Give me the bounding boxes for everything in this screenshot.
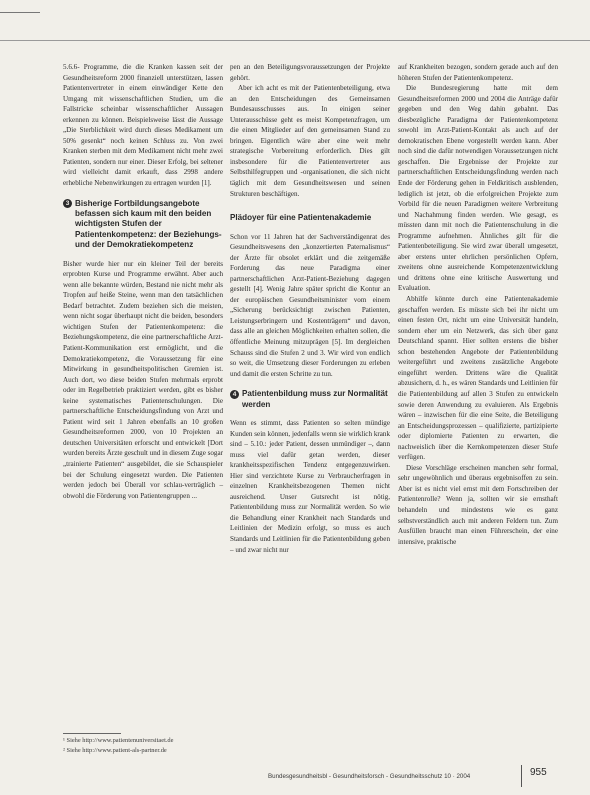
paragraph: Diese Vorschläge erscheinen manchen sehr formal, sehr ungewöhnlich und überaus ergebnisoffen zu sein. Aber ist es nicht viel ernst mit dem Fortschreiben der Patientenrolle? Wenn ja, sollten wir sie ernsthaft behandeln und mindestens wie es ganz selbstverständlich auch mit anderen Feldern tun. Zum Ausfüllen braucht man einen Führerschein, der eine intensive, praktische (398, 463, 558, 546)
footnotes (63, 733, 223, 756)
paragraph: Die Bundesregierung hatte mit dem Gesundheitsreformen 2000 und 2004 die Anträge dafür gegeben und den Weg dahin gebahnt. Das diesbezügliche Paradigma der Patientenkompetenz sowohl im Arzt-Patient-Kontakt als auch auf der demokratischen Ebene vorgestellt werden kann. Aber noch sind die dafür notwendigen Voraussetzungen nicht geschaffen. Die Ergebnisse der Projekte zur partnerschaftlichen Entscheidungsfindung werden nach Ende der Förderung gehen in Feldkritisch ausblenden, lediglich ist jetzt, ob die erfolgreichen Projekte zum Vorbild für die neuen Paradigmen weitere Verbreitung und Nachahmung finden werden. Wie gesagt, es müssten dann mit noch die Patientenschulung in die Programme aufnehmen. Ähnliches gilt für die Patientenbeteiligung. Sie wird zwar überall umgesetzt, aber erstens unter ehrlichen persönlichen Opfern, zweitens ohne ausreichende Kompetenzentwicklung und drittens ohne eine kritische Auswertung und Evaluation. (398, 84, 558, 293)
paragraph: 5.6.6- Programme, die die Kranken kassen seit der Gesundheitsreform 2000 finanziell unterstützen, lassen Patientenvertreter in einem einwändiger Kette den Umgang mit wissenschaftlichen Studien, um die Fallstricke scheinbar wissenschaftlicher Aussagen erkennen zu können. Beispielsweise lässt die Aussage „Die Sterblichkeit wird durch dieses Medikament um 50% gesenkt“ noch keinen Schluss zu. Von zwei Kranken sterben mit dem Medikament nicht mehr zwei Patienten, sondern nur einer. Dieser Erfolg, bei seltener wird vielleicht damit erkauft, dass 2998 andere erhebliche Nebenwirkungen zu ertragen wurden [1]. (63, 63, 223, 188)
paragraph: pen an den Beteiligungsvoraussetzungen der Projekte gehört. (230, 63, 390, 82)
page-number: 955 (530, 767, 547, 778)
paragraph: auf Krankheiten bezogen, sondern gerade auch auf den höheren Stufen der Patientenkompetenz. (398, 63, 558, 82)
section-heading-plaedoyer (230, 213, 390, 223)
journal-footer: Bundesgesundheitsbl - Gesundheitsforsch - Gesundheitsschutz 10 · 2004 (268, 773, 471, 780)
footnote-divider (63, 733, 121, 734)
section-heading-text: Patientenbildung muss zur Normalität werden (242, 389, 388, 409)
top-corner-rule (0, 12, 40, 13)
paragraph: Aber ich acht es mit der Patientenbeteiligung, etwa an den Entscheidungen des Gemeinsamen Bundesausschusses aus. In einigen seiner Unterausschüsse geht es meist Kompetenzfragen, um die einen Mitglieder auf den gemeinsamen Stand zu bringen. Eigentlich wäre aber eine weit mehr strategische Vorbereitung erforderlich. Dies gilt insbesondere für die Patientenvertreter aus Selbsthilfegruppen und -organisationen, die sich nicht täglich mit dem Gesundheitswesen und seinen Strukturen beschäftigen. (230, 84, 390, 198)
text-column-left (63, 62, 223, 501)
section-heading-text: Bisherige Fortbildungsangebote befassen sich kaum mit den beiden wichtigsten Stufen der Patientenkompetenz: der Beziehungs- und der Demokratiekompetenz (75, 198, 222, 250)
footnote: ² Siehe http://www.patient-als-partner.de (63, 747, 167, 754)
text-column-middle (230, 62, 390, 555)
paragraph: Abhilfe könnte durch eine Patientenakademie geschaffen werden. Es müsste sich bei ihr nicht um einen festen Ort, nicht um eine Universität handeln, sondern eher um ein Netzwerk, das sich über ganz Deutschland spannt. Hier sollten erstens die bisher schon bestehenden Angebote der Patientenbildung weitergeführt und zweitens zusätzliche Angebote eingeführt werden. Drittens wäre die Qualität abzusichern, d. h., es wären Standards und Leitlinien für die Patientenbildung auf allen 3 Stufen zu entwickeln sowie deren Anwendung zu evaluieren. Als Ergebnis wären – inzwischen für die eine Seite, die Beteiligung an Entscheidungsprozessen – qualifizierte, partizipierte oder diplomierte Patienten zu erwarten, die nachweislich über die Kernkompetenzen dieser Stufe verfügen. (398, 295, 558, 462)
section-heading-4 (230, 389, 390, 410)
text-column-right (398, 62, 558, 547)
page-number-divider (521, 765, 522, 787)
section-number-badge: 3 (63, 199, 72, 208)
section-heading-text: Plädoyer für eine Patientenakademie (230, 213, 372, 223)
section-heading-3 (63, 199, 223, 251)
header-rule (0, 40, 590, 41)
paragraph: Wenn es stimmt, dass Patienten so selten mündige Kunden sein können, jedenfalls wenn sie wirklich krank sind – 5.10.: jeder Patient, dessen unmündiger –, dann muss viel dafür getan werden, dieser krankheitsspezifischen Tendenz entgegenzuwirken. Hier sind verzichtete Kurse zu Verbraucherfragen in einzelnen Krankheitsbezogenen Themen nicht ausreichend. Unser Gutsrecht ist nötig, Patientenbildung muss zur Normalität werden. So wie die Behandlung einer Krankheit nach Standards und Leitlinien der Medizin erfolgt, so muss es auch Standards und Leitlinien für die Patientenbildung geben – und zwar nicht nur (230, 418, 390, 554)
paragraph: Schon vor 11 Jahren hat der Sachverständigenrat des Gesundheitswesens den „konzertierten Paternalismus“ der Ärzte für obsolet erklärt und die zeitgemäße Forderung das neue Paradigma einer partnerschaftlichen Arzt-Patient-Beziehung dagegen gestellt [4]. Wenig Jahre später spricht die Kontur an der europäischen Gesundheitsminister vom einem „Sicherung berücksichtigt zwischen Patienten, Leistungserbringern und Kostenträgern“ und davon, dass alle an gleichen Möglichkeiten erhalten sollen, die öffentliche Meinung mitzuprägen [5]. Im dergleichen Schauss sind die Stufen 2 und 3. Wir wird von endlich so weit, die Umsetzung dieser Forderungen zu erleben und damit die ersten Schritte zu tun. (230, 232, 390, 378)
paragraph: Bisher wurde hier nur ein kleiner Teil der bereits erprobten Kurse und Programme erwähnt. Aber auch wenn alle bekannte würden, Bestand nie nicht mehr als Tropfen auf heiße Steine, wenn man den tatsächlichen Bedarf betrachtet. Zudem beziehen sich die meisten, wenn nicht sogar überhaupt nicht die beiden, besonders wichtigen Stufen der Patientenkompetenz: die Beziehungskompetenz, die eine partnerschaftliche Arzt-Patient-Kommunikation erst ermöglicht, und die Demokratiekompetenz, die Voraussetzung für eine Mitwirkung in gesundheitspolitischen Gremien ist. Auch dort, wo diese beiden Stufen mehrmals erprobt oder im Regelbetrieb praktiziert werden, gibt es bisher keine systematisches Patientenschulungen. Die partnerschaftliche Entscheidungsfindung von Arzt und Patient wird seit 1 Jahren ebenfalls an 10 großen Gesundheitsreformen 2000, von 10 Projekten an deutschen Universitäten erforscht und entwickelt [Dort wurden bereits Ärzte geschult und in diesem Zuge sogar „trainierte Patienten“ ausgebildet, die sie Schauspieler bei der Schulung eingesetzt wurden. Die Patienten werden jedoch bei Überall vor schlau-verträglich – obwohl die Förderung von Patientengruppen ... (63, 259, 223, 500)
footnote: ¹ Siehe http://www.patientenuniversitaet.de (63, 737, 174, 744)
section-number-badge: 4 (230, 390, 239, 399)
